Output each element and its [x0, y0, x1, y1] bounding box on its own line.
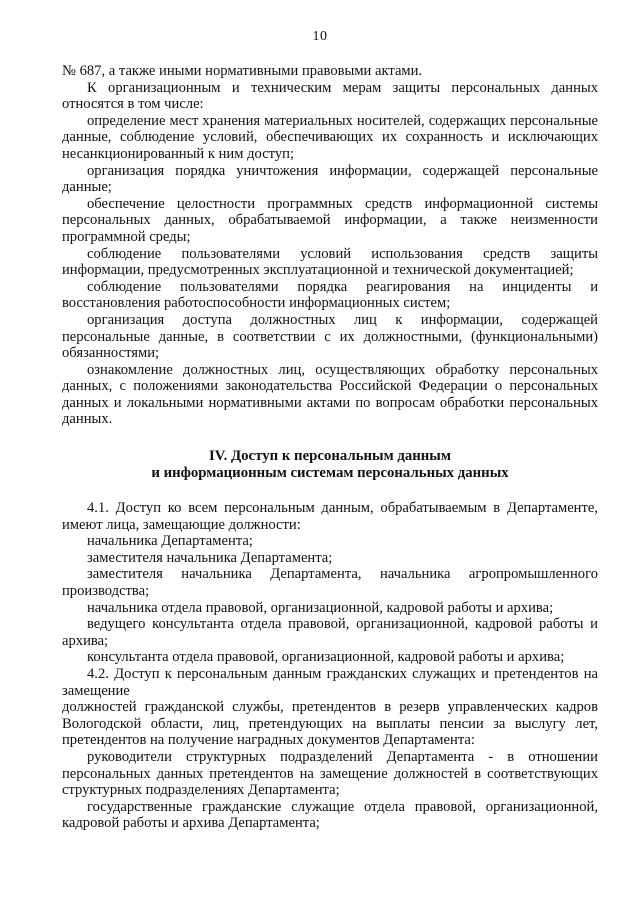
section-heading-line-2: и информационным системам персональных данных: [151, 465, 509, 482]
list-item-protection-tools: соблюдение пользователями условий использования средств защиты информации, предусмотренных эксплуатационной и технической документацией;: [62, 245, 598, 279]
list-item-head-of-department: начальника Департамента;: [87, 533, 253, 550]
list-item-official-access: организация доступа должностных лиц к информации, содержащей персональные данные, в соответствии с их должностными, (функциональными) обязанностями;: [62, 311, 598, 362]
section-heading-line-1: IV. Доступ к персональным данным: [209, 448, 451, 465]
list-item-storage-places: определение мест хранения материальных носителей, содержащих персональные данные, соблюдение условий, обеспечивающих их сохранность и исключающих несанкционированный к ним доступ;: [62, 112, 598, 162]
paragraph-continuation: № 687, а также иными нормативными правовыми актами.: [62, 63, 423, 79]
list-item-familiarization: ознакомление должностных лиц, осуществляющих обработку персональных данных, с положениями законодательства Российской Федерации о персональных данных и локальными нормативными актами по вопросам обработки персональных данных.: [62, 361, 598, 428]
list-item-destruction-order: организация порядка уничтожения информации, содержащей персональные данные;: [62, 162, 598, 196]
list-item-leading-consultant: ведущего консультанта отдела правовой, организационной, кадровой работы и архива;: [62, 616, 598, 649]
list-item-structural-heads: руководители структурных подразделений Департамента - в отношении персональных данных претендентов на замещение должностей в соответствующих структурных подразделениях Департамента;: [62, 748, 598, 799]
list-item-software-integrity: обеспечение целостности программных средств информационной системы персональных данных, обрабатываемой информации, а также неизменности программной среды;: [62, 195, 598, 245]
list-item-incident-response: соблюдение пользователями порядка реагирования на инциденты и восстановления работоспособности информационных систем;: [62, 278, 598, 312]
paragraph-4-2: 4.2. Доступ к персональным данным гражданских служащих и претендентов на замещение: [62, 666, 598, 699]
list-item-civil-servants-legal-division: государственные гражданские служащие отдела правовой, организационной, кадровой работы и архива Департамента;: [62, 798, 598, 832]
section-heading: [62, 448, 598, 482]
list-item-head-of-legal-division: начальника отдела правовой, организационной, кадровой работы и архива;: [87, 599, 554, 616]
paragraph-4-2-continuation: должностей гражданской службы, претендентов в резерв управленческих кадров Вологодской области, лиц, претендующих на выплаты пенсии за выслугу лет, претендентов на получение наградных документов Департамента:: [62, 699, 598, 749]
list-item-deputy-head: заместителя начальника Департамента;: [87, 549, 333, 566]
document-body: [62, 63, 598, 832]
paragraph-measures-intro: К организационным и техническим мерам защиты персональных данных относятся в том числе:: [62, 79, 598, 113]
list-item-deputy-head-agro: заместителя начальника Департамента, начальника агропромышленного производства;: [62, 566, 598, 600]
paragraph-4-1: 4.1. Доступ ко всем персональным данным, обрабатываемым в Департаменте, имеют лица, замещающие должности:: [62, 500, 598, 533]
page-number: 10: [312, 29, 328, 44]
list-item-consultant: консультанта отдела правовой, организационной, кадровой работы и архива;: [87, 649, 565, 666]
